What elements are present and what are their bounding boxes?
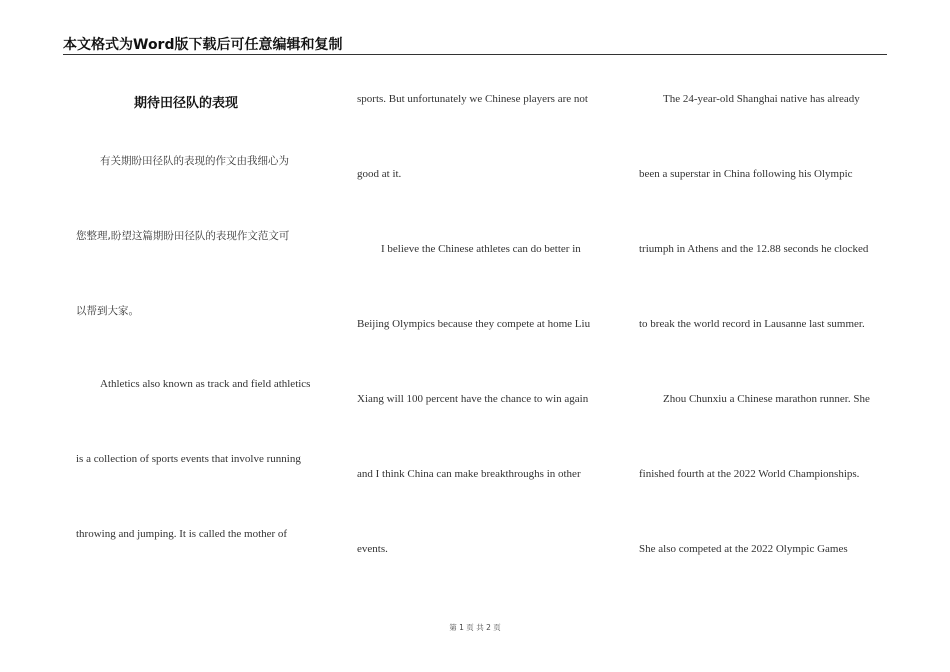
- paragraph-line: Athletics also known as track and field athletics: [100, 378, 311, 390]
- paragraph-line: Xiang will 100 percent have the chance to win again: [357, 393, 589, 405]
- header-title: 本文格式为Word版下载后可任意编辑和复制: [63, 37, 343, 53]
- text-column-2: [357, 0, 607, 672]
- text-column-3: [639, 0, 889, 672]
- paragraph-line: good at it.: [357, 168, 402, 180]
- paragraph-line: events.: [357, 543, 388, 555]
- paragraph-line: She also competed at the 2022 Olympic Games: [639, 543, 848, 555]
- paragraph-line: finished fourth at the 2022 World Championships.: [639, 468, 860, 480]
- paragraph-line: Beijing Olympics because they compete at home Liu: [357, 318, 591, 330]
- paragraph-line: is a collection of sports events that involve running: [76, 453, 301, 465]
- paragraph-line: Zhou Chunxiu a Chinese marathon runner. She: [663, 393, 870, 405]
- paragraph-line: been a superstar in China following his Olympic: [639, 168, 853, 180]
- paragraph-line: throwing and jumping. It is called the mother of: [76, 528, 288, 540]
- paragraph-line: The 24-year-old Shanghai native has already: [663, 93, 860, 105]
- document-title: 期待田径队的表现: [134, 96, 239, 111]
- paragraph-line: sports. But unfortunately we Chinese players are not: [357, 93, 588, 105]
- paragraph-line: 您整理,盼望这篇期盼田径队的表现作文范文可: [76, 230, 290, 242]
- text-column-1: [76, 0, 326, 672]
- page-number: 第 1 页 共 2 页: [449, 623, 501, 632]
- paragraph-line: to break the world record in Lausanne last summer.: [639, 318, 865, 330]
- paragraph-line: triumph in Athens and the 12.88 seconds he clocked: [639, 243, 869, 255]
- paragraph-line: and I think China can make breakthroughs in other: [357, 468, 581, 480]
- paragraph-line: 以帮到大家。: [76, 305, 139, 317]
- paragraph-line: I believe the Chinese athletes can do better in: [381, 243, 581, 255]
- paragraph-line: 有关期盼田径队的表现的作文由我细心为: [100, 155, 289, 167]
